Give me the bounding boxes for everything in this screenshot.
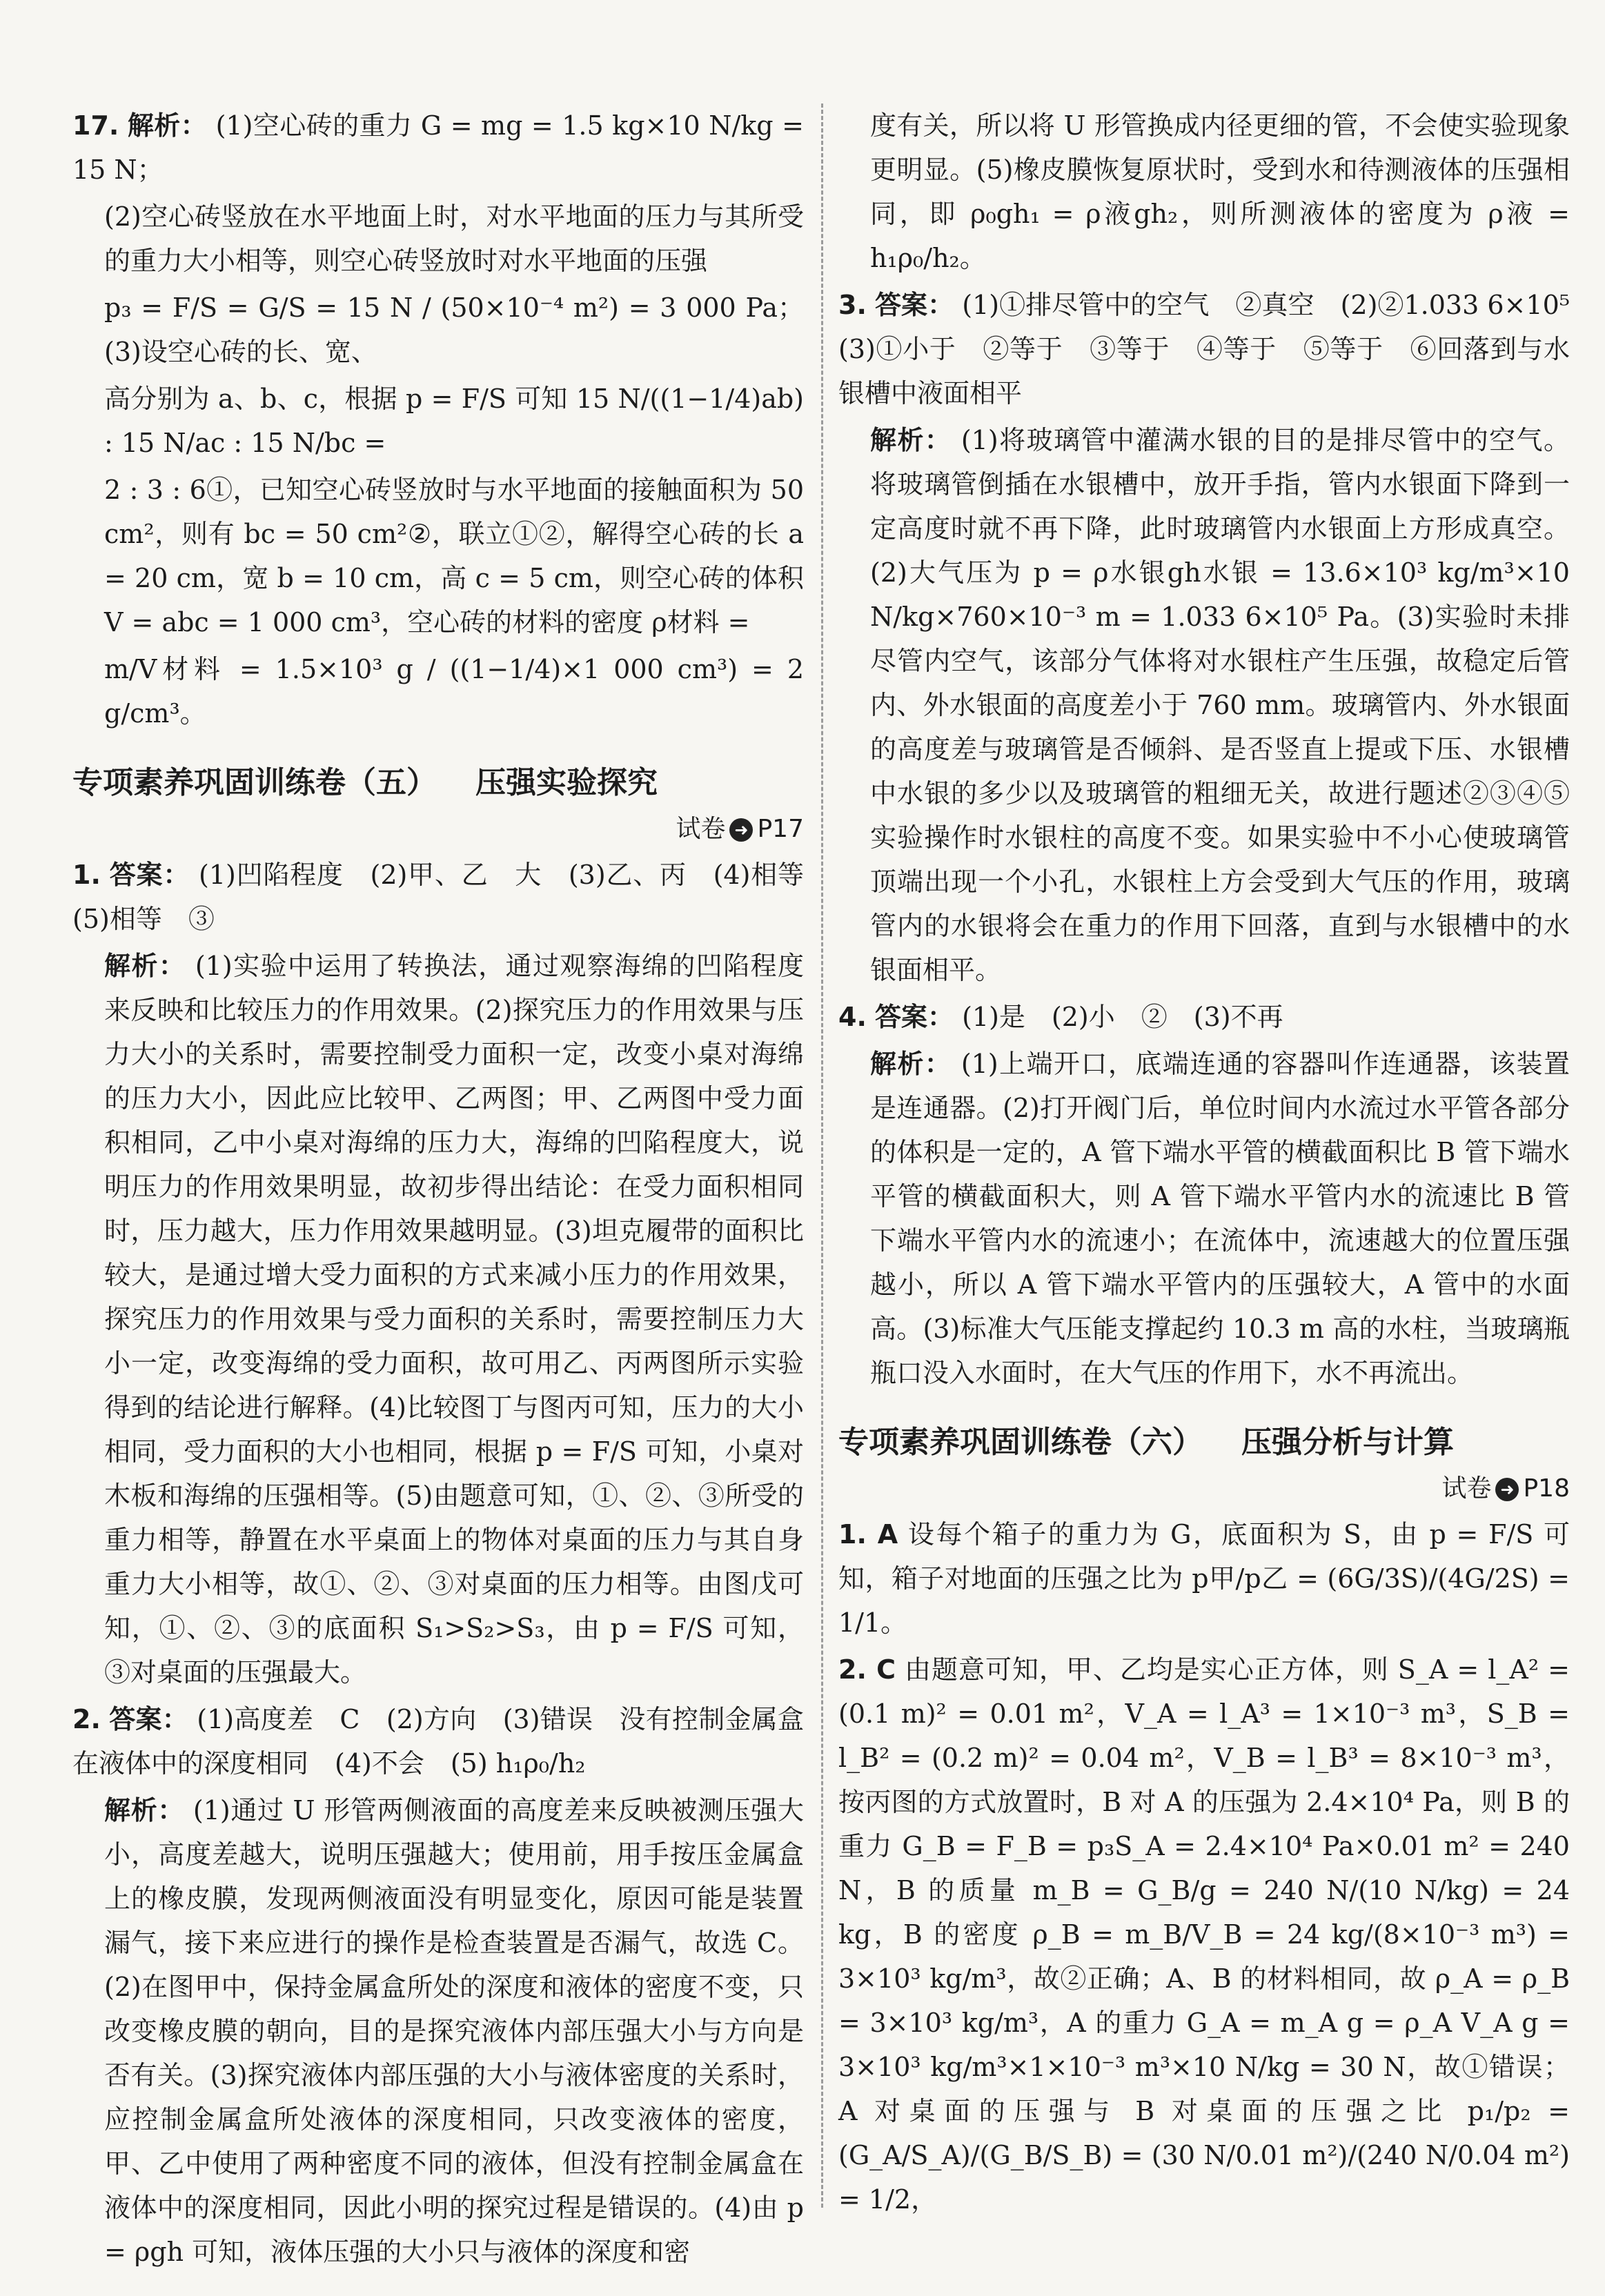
section-6-question-2 <box>838 1647 1570 2221</box>
question-text: 设每个箱子的重力为 G，底面积为 S，由 p = F/S 可知，箱子对地面的压强之比为 p甲/p乙 = (6G/3S)/(4G/2S) = 1/1。 <box>838 1519 1570 1638</box>
question-number-choice: 2. C <box>838 1654 896 1685</box>
analysis-label: 解析： <box>104 1795 185 1825</box>
question-number-choice: 1. A <box>838 1519 898 1550</box>
question-text: 由题意可知，甲、乙均是实心正方体，则 S_A = l_A² = (0.1 m)² = 0.01 m²，V_A = l_A³ = 1×10⁻³ m³，S_B = l_B² = (0.2 m)² = 0.04 m²，V_B = l_B³ = 8×10⁻³ m³，按丙图的方式放置时，B 对 A 的压强为 2.4×10⁴ Pa，则 B 的重力 G_B = F_B = p₃S_A = 2.4×10⁴ Pa×0.01 m² = 240 N，B 的质量 m_B = G_B/g = 240 N/(10 N/kg) = 24 kg，B 的密度 ρ_B = m_B/V_B = 24 kg/(8×10⁻³ m³) = 3×10³ kg/m³，故②正确；A、B 的材料相同，故 ρ_A = ρ_B = 3×10³ kg/m³，A 的重力 G_A = m_A g = ρ_A V_A g = 3×10³ kg/m³×1×10⁻³ m³×10 N/kg = 30 N，故①错误；A 对桌面的压强与 B 对桌面的压强之比 p₁/p₂ = (G_A/S_A)/(G_B/S_B) = (30 N/0.01 m²)/(240 N/0.04 m²) = 1/2， <box>838 1654 1570 2215</box>
analysis-label: 解析： <box>870 1049 952 1079</box>
answer-label: 答案： <box>875 290 954 320</box>
ref-page: P18 <box>1523 1474 1570 1503</box>
question-17 <box>72 103 804 735</box>
section-subtitle-text: 压强分析与计算 <box>1241 1425 1454 1460</box>
question-number: 2. <box>72 1704 101 1734</box>
arrow-right-icon: ➜ <box>1495 1478 1519 1501</box>
section-6-question-1 <box>838 1512 1570 1645</box>
question-number: 17. <box>72 110 119 141</box>
ref-page: P17 <box>757 815 804 843</box>
analysis-text: (1)将玻璃管中灌满水银的目的是排尽管中的空气。将玻璃管倒插在水银槽中，放开手指，管内水银面下降到一定高度时就不再下降，此时玻璃管内水银面上方形成真空。(2)大气压为 p = ρ水银gh水银 = 13.6×10³ kg/m³×10 N/kg×760×10⁻³ m = 1.033 6×10⁵ Pa。(3)实验时未排尽管内空气，该部分气体将对水银柱产生压强，故稳定后管内、外水银面的高度差小于 760 mm。玻璃管内、外水银面的高度差与玻璃管是否倾斜、是否竖直上提或下压、水银槽中水银的多少以及玻璃管的粗细无关，故进行题述②③④⑤实验操作时水银柱的高度不变。如果实验中不小心使玻璃管顶端出现一个小孔，水银柱上方会受到大气压的作用，玻璃管内的水银将会在重力的作用下回落，直到与水银槽中的水银面相平。 <box>870 425 1570 985</box>
answer-text: (1)高度差 C (2)方向 (3)错误 没有控制金属盒在液体中的深度相同 (4)不会 (5) h₁ρ₀/h₂ <box>72 1704 804 1779</box>
section-6-page-ref <box>838 1469 1570 1508</box>
q17-line-3: p₃ = F/S = G/S = 15 N / (50×10⁻⁴ m²) = 3 000 Pa；(3)设空心砖的长、宽、 <box>104 293 804 367</box>
q17-line-2: (2)空心砖竖放在水平地面上时，对水平地面的压力与其所受的重力大小相等，则空心砖竖放时对水平地面的压强 <box>104 201 804 276</box>
question-number: 1. <box>72 860 101 890</box>
arrow-right-icon: ➜ <box>729 818 753 842</box>
section-6-title <box>838 1418 1570 1467</box>
question-1 <box>72 853 831 1694</box>
answer-text: (1)是 (2)小 ② (3)不再 <box>962 1002 1283 1032</box>
answer-label: 答案： <box>109 1704 188 1734</box>
answer-text: (1)①排尽管中的空气 ②真空 (2)②1.033 6×10⁵ (3)①小于 ②等于 ③等于 ④等于 ⑤等于 ⑥回落到与水银槽中液面相平 <box>838 290 1596 408</box>
analysis-label: 解析： <box>104 951 186 981</box>
ref-label: 试卷 <box>1441 1474 1492 1503</box>
answer-label: 答案： <box>109 860 190 890</box>
left-column <box>72 103 831 2277</box>
section-5-page-ref <box>72 810 804 849</box>
question-4 <box>838 995 1570 1395</box>
section-5-title <box>72 759 804 807</box>
q17-line-5: 2 : 3 : 6①，已知空心砖竖放时与水平地面的接触面积为 50 cm²，则有 bc = 50 cm²②，联立①②，解得空心砖的长 a = 20 cm，宽 b = 10 cm，高 c = 5 cm，则空心砖的体积 V = abc = 1 000 cm³，空心砖的材料的密度 ρ材料 = <box>104 475 804 637</box>
q17-line-6: m/V材料 = 1.5×10³ g / ((1−1/4)×1 000 cm³) = 2 g/cm³。 <box>104 654 804 729</box>
section-title-text: 专项素养巩固训练卷（五） <box>72 765 437 800</box>
q17-line-4: 高分别为 a、b、c，根据 p = F/S 可知 15 N/((1−1/4)ab) : 15 N/ac : 15 N/bc = <box>104 384 804 458</box>
section-subtitle-text: 压强实验探究 <box>475 765 658 800</box>
question-2 <box>72 1697 804 2274</box>
right-column <box>838 103 1596 2224</box>
answer-label: 答案： <box>874 1002 954 1032</box>
analysis-text: (1)通过 U 形管两侧液面的高度差来反映被测压强大小，高度差越大，说明压强越大；使用前，用手按压金属盒上的橡皮膜，发现两侧液面没有明显变化，原因可能是装置漏气，接下来应进行的操作是检查装置是否漏气，故选 C。(2)在图甲中，保持金属盒所处的深度和液体的密度不变，只改变橡皮膜的朝向，目的是探究液体内部压强大小与方向是否有关。(3)探究液体内部压强的大小与液体密度的关系时，应控制金属盒所处液体的深度相同，只改变液体的密度，甲、乙中使用了两种密度不同的液体，但没有控制金属盒在液体中的深度相同，因此小明的探究过程是错误的。(4)由 p = ρgh 可知，液体压强的大小只与液体的深度和密 <box>104 1795 804 2267</box>
q17-line-1: (1)空心砖的重力 G = mg = 1.5 kg×10 N/kg = 15 N； <box>72 110 804 185</box>
question-number: 3. <box>838 290 867 320</box>
analysis-label: 解析： <box>127 110 208 141</box>
analysis-text: (1)上端开口，底端连通的容器叫作连通器，该装置是连通器。(2)打开阀门后，单位时间内水流过水平管各部分的体积是一定的，A 管下端水平管的横截面积比 B 管下端水平管的横截面积大，则 A 管下端水平管内水的流速比 B 管下端水平管内水的流速小；在流体中，流速越大的位置压强越小，所以 A 管下端水平管内的压强较大，A 管中的水面高。(3)标准大气压能支撑起约 10.3 m 高的水柱，当玻璃瓶瓶口没入水面时，在大气压的作用下，水不再流出。 <box>870 1049 1570 1388</box>
question-3 <box>838 283 1596 992</box>
answer-text: (1)凹陷程度 (2)甲、乙 大 (3)乙、丙 (4)相等 (5)相等 ③ <box>72 860 831 934</box>
column-divider <box>821 103 823 2208</box>
analysis-text: (1)实验中运用了转换法，通过观察海绵的凹陷程度来反映和比较压力的作用效果。(2)探究压力的作用效果与压力大小的关系时，需要控制受力面积一定，改变小桌对海绵的压力大小，因此应比较甲、乙两图；甲、乙两图中受力面积相同，乙中小桌对海绵的压力大，海绵的凹陷程度大，说明压力的作用效果明显，故初步得出结论：在受力面积相同时，压力越大，压力作用效果越明显。(3)坦克履带的面积比较大，是通过增大受力面积的方式来减小压力的作用效果，探究压力的作用效果与受力面积的关系时，需要控制压力大小一定，改变海绵的受力面积，故可用乙、丙两图所示实验得到的结论进行解释。(4)比较图丁与图丙可知，压力的大小相同，受力面积的大小也相同，根据 p = F/S 可知，小桌对木板和海绵的压强相等。(5)由题意可知，①、②、③所受的重力相等，静置在水平桌面上的物体对桌面的压力与其自身重力大小相等，故①、②、③对桌面的压力相等。由图戊可知，①、②、③的底面积 S₁>S₂>S₃，由 p = F/S 可知，③对桌面的压强最大。 <box>104 951 804 1688</box>
section-title-text: 专项素养巩固训练卷（六） <box>838 1425 1203 1460</box>
analysis-label: 解析： <box>870 425 952 455</box>
question-2-continued: 度有关，所以将 U 形管换成内径更细的管，不会使实验现象更明显。(5)橡皮膜恢复原状时，受到水和待测液体的压强相同，即 ρ₀gh₁ = ρ液gh₂，则所测液体的密度为 ρ液 = h₁ρ₀/h₂。 <box>870 110 1570 273</box>
ref-label: 试卷 <box>676 815 726 843</box>
question-number: 4. <box>838 1002 867 1032</box>
